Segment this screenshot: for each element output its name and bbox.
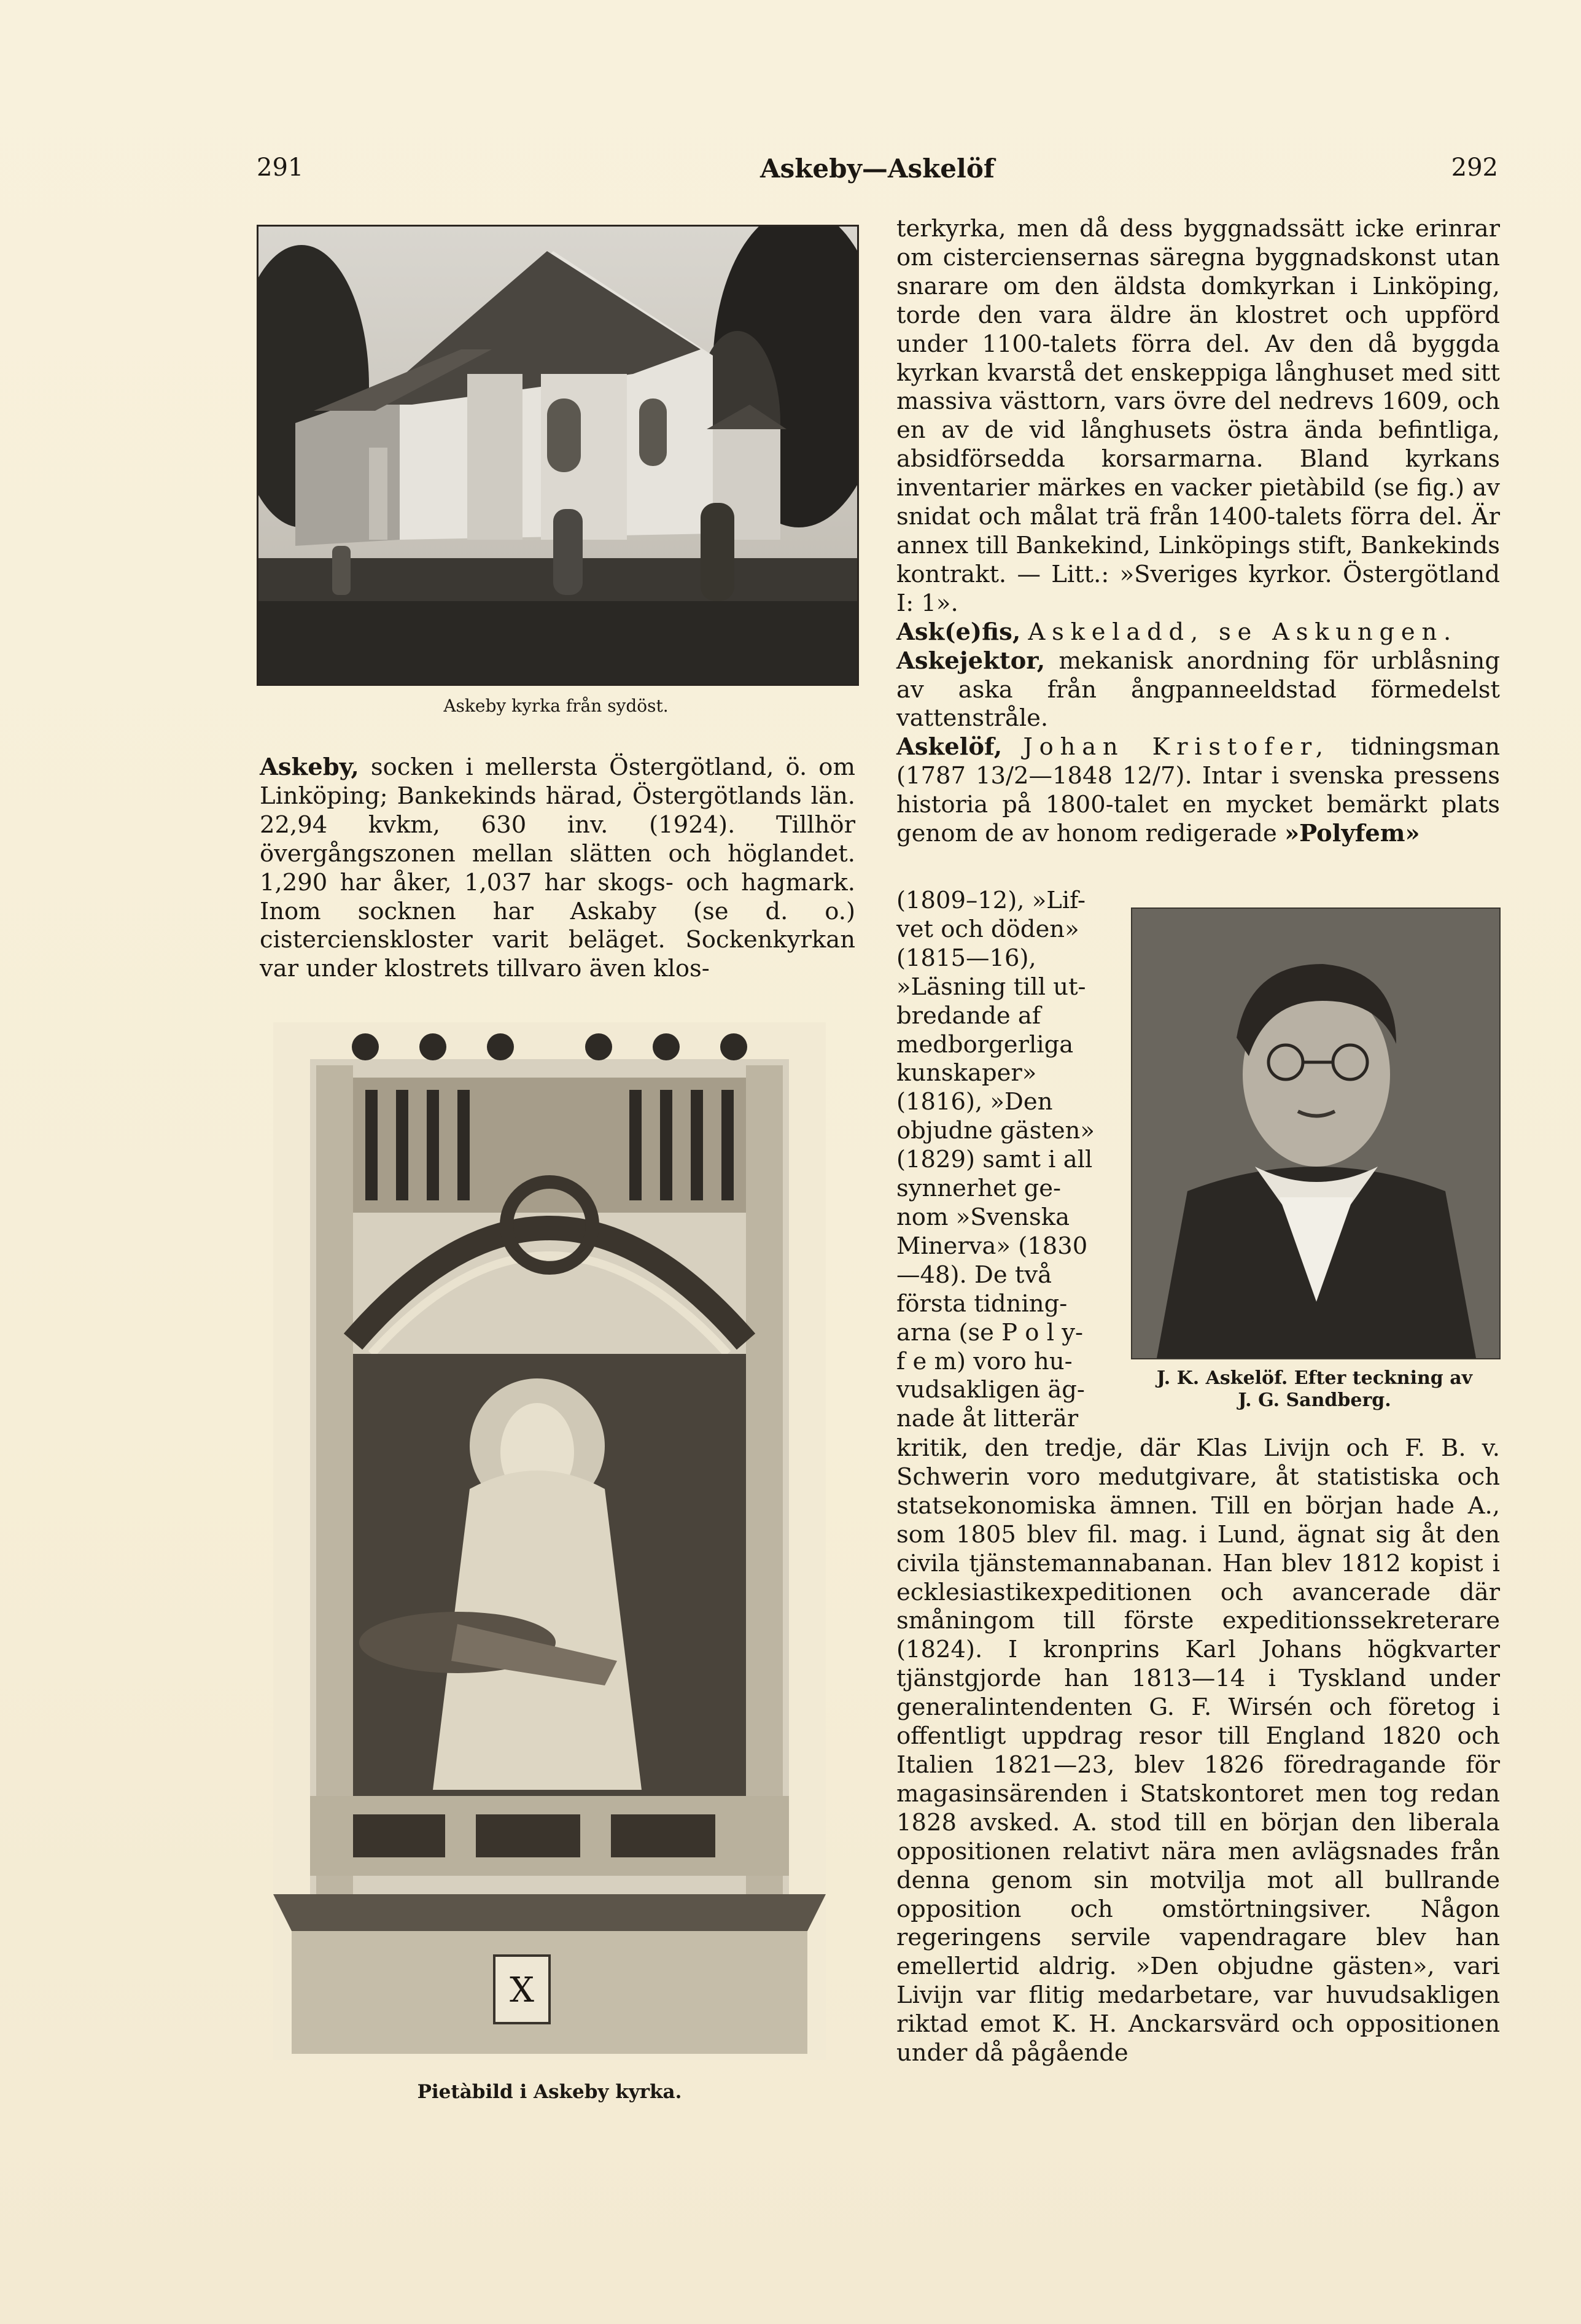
narrow-line: (1809–12), »Lif- [896, 887, 1086, 914]
narrow-line: objudne gästen» [896, 1117, 1095, 1145]
askelof-headword: Askelöf, [896, 733, 1003, 761]
narrow-line: Minerva» (1830 [896, 1232, 1088, 1260]
running-head: Askeby—Askelöf [760, 154, 995, 184]
right-column-top [896, 215, 1500, 849]
portrait-caption-line-2: J. G. Sandberg. [1238, 1389, 1391, 1411]
narrow-line: f e m) voro hu- [896, 1347, 1073, 1375]
askefis-entry [896, 618, 1500, 647]
narrow-line: synnerhet ge- [896, 1175, 1062, 1203]
narrow-line: nom »Svenska [896, 1203, 1070, 1231]
askeby-article [260, 753, 855, 984]
narrow-line: (1829) samt i all [896, 1146, 1093, 1174]
askeby-body: socken i mellersta Östergötland, ö. om Linköping; Bankekinds härad, Östergötlands län. 22,94 kvkm, 630 inv. (1924). Tillhör övergångszonen mellan slätten och höglandet. 1,290 har åker, 1,037 har skogs- och hagmark. Inom socknen har Askaby (se d. o.) cistercienskloster varit beläget. Sockenkyrkan var under klostrets tillvaro även klos- [260, 753, 855, 983]
pieta-plaque: X [510, 1970, 534, 2010]
askefis-headword: Ask(e)fis, [896, 618, 1021, 646]
narrow-line: arna (se P o l y- [896, 1318, 1084, 1347]
page-header [257, 154, 1498, 196]
askelof-narrow-text [896, 887, 1105, 1434]
narrow-line: (1816), »Den [896, 1088, 1053, 1116]
narrow-line: bredande af [896, 1001, 1041, 1030]
askeby-continued: terkyrka, men då dess byggnadssätt icke erinrar om cisterciensernas säregna byggnadskonst utan snarare om den äldsta domkyrkan i Linköping, torde den vara äldre än klostret och uppförd under 1100-talets förra del. Av den då byggda kyrkan kvarstå det enskeppiga långhuset med sitt massiva västtorn, vars övre del nedrevs 1609, och en av de vid långhusets östra ända befintliga, absidförsedda korsarmarna. Bland kyrkans inventarier märkes en vacker pietàbild (se fig.) av snidat och målat trä från 1400-talets förra del. Är annex till Bankekind, Linköpings stift, Bankekinds kontrakt. — Litt.: »Sveriges kyrkor. Östergötland I: 1». [896, 215, 1500, 617]
narrow-line: medborgerliga [896, 1030, 1074, 1059]
askelof-entry [896, 733, 1500, 849]
page-number-left: 291 [257, 154, 304, 182]
askefis-body: Askeladd, se Askungen. [1028, 618, 1458, 646]
pieta-photo [273, 1022, 826, 2060]
narrow-line: (1815—16), [896, 944, 1036, 972]
narrow-line: »Läsning till ut- [896, 973, 1086, 1001]
askelof-intro: tidningsman (1787 13/2—1848 12/7). Intar i svenska pressens historia på 1800-talet en mycket bemärkt plats genom de av honom redigerade [896, 733, 1500, 848]
askejektor-body: mekanisk anordning för urblåsning av aska från ångpanneeldstad förmedelst vattenstråle. [896, 647, 1500, 733]
pieta-illustration [273, 1022, 826, 2060]
narrow-line: —48). De två [896, 1261, 1052, 1289]
page-number-right: 292 [1451, 154, 1498, 182]
portrait-caption [1131, 1367, 1498, 1412]
askejektor-entry [896, 647, 1500, 734]
portrait-caption-line-1: J. K. Askelöf. Efter teckning av [1156, 1367, 1473, 1389]
pieta-caption: Pietàbild i Askeby kyrka. [417, 2081, 682, 2103]
portrait-illustration [1132, 909, 1499, 1358]
narrow-line: vet och döden» [896, 915, 1079, 943]
church-caption: Askeby kyrka från sydöst. [443, 696, 669, 716]
askelof-polyfem: »Polyfem» [1284, 820, 1420, 848]
church-illustration [258, 227, 857, 684]
narrow-line: kunskaper» [896, 1059, 1037, 1087]
narrow-line: första tidning- [896, 1289, 1068, 1318]
askelof-name: Johan Kristofer, [1023, 733, 1330, 761]
askejektor-headword: Askejektor, [896, 647, 1046, 675]
askeby-headword: Askeby, [260, 753, 359, 781]
askelof-body: kritik, den tredje, där Klas Livijn och F. B. v. Schwerin voro medutgivare, åt statistiska och statsekonomiska ämnen. Till en början hade A., som 1805 blev fil. mag. i Lund, ägnat sig åt den civila tjänstemannabanan. Han blev 1812 kopist i ecklesiastikexpeditionen och avancerade där småningom till förste expeditionssekreterare (1824). I kronprins Karl Johans högkvarter tjänstgjorde han 1813—14 i Tyskland under generalintendenten G. F. Wirsén och företog i offentligt uppdrag resor till England 1820 och Italien 1821—23, blev 1826 föredragande för magasinsärenden i Statskontoret men tog redan 1828 avsked. A. stod till en början den liberala oppositionen relativt nära men avlägsnades från denna genom sin motvilja mot all bullrande opposition och omstörtningsiver. Någon regeringens servile vapendragare blev han emellertid aldrig. »Den objudne gästen», vari Livijn var flitig medarbetare, var huvudsakligen riktad emot K. H. Anckarsvärd och oppositionen under då pågående [896, 1434, 1500, 2067]
narrow-line: nade åt litterär [896, 1405, 1079, 1433]
narrow-line: vudsakligen äg- [896, 1376, 1085, 1404]
portrait-photo [1131, 907, 1501, 1359]
church-photo [257, 225, 859, 686]
askelof-continued [896, 1434, 1500, 2068]
